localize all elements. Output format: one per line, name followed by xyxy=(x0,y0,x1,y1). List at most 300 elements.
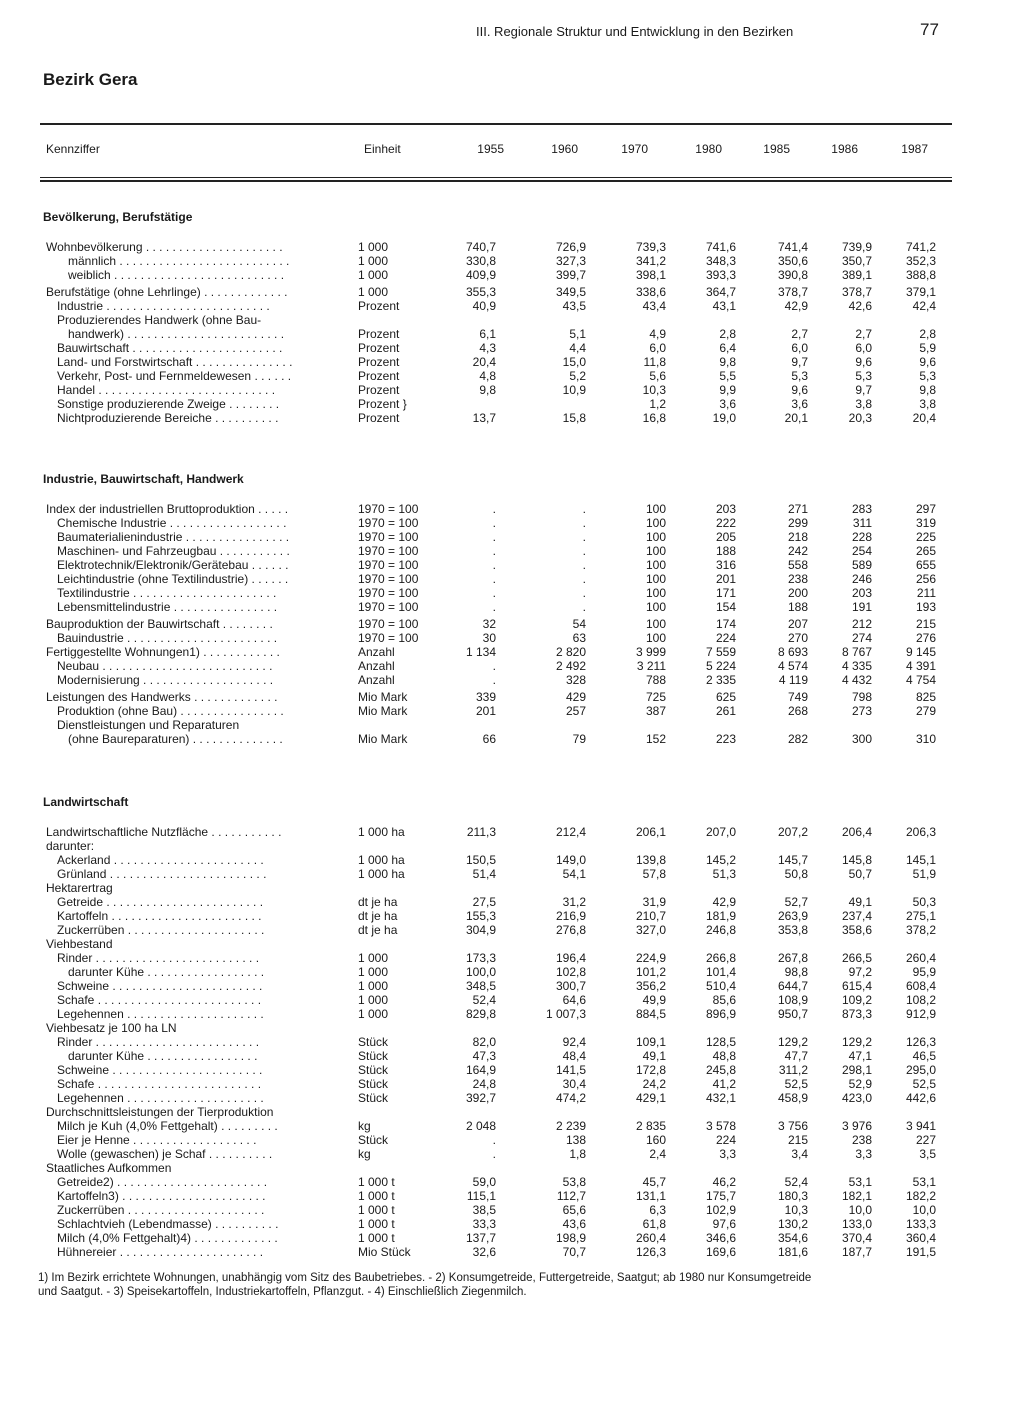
value-cell-1980: 5,5 xyxy=(719,369,736,383)
table-row xyxy=(0,586,1024,600)
row-label: Rinder . . . . . . . . . . . . . . . . . . . . . . . . . xyxy=(57,1035,260,1049)
value-cell-1986: 423,0 xyxy=(841,1091,872,1105)
value-cell-1980: 393,3 xyxy=(705,268,736,282)
value-cell-1985: 458,9 xyxy=(777,1091,808,1105)
value-cell-1955: 155,3 xyxy=(465,909,496,923)
row-label: Schafe . . . . . . . . . . . . . . . . . . . . . . . . . xyxy=(57,993,262,1007)
value-cell-1986: 145,8 xyxy=(841,853,872,867)
value-cell-1986: 10,0 xyxy=(848,1203,872,1217)
row-label: Industrie . . . . . . . . . . . . . . . . . . . . . . . . . xyxy=(57,299,270,313)
value-cell-1986: 133,0 xyxy=(841,1217,872,1231)
header-top-rule xyxy=(40,123,952,125)
value-cell-1985: 9,6 xyxy=(791,383,808,397)
value-cell-1960: 4,4 xyxy=(569,341,586,355)
page-title: Bezirk Gera xyxy=(43,70,138,89)
value-cell-1985: 353,8 xyxy=(777,923,808,937)
row-unit: 1 000 t xyxy=(358,1231,395,1245)
row-unit: 1970 = 100 xyxy=(358,572,419,586)
value-cell-1987: 9,6 xyxy=(919,355,936,369)
row-unit: Mio Mark xyxy=(358,704,408,718)
value-cell-1970: 327,0 xyxy=(635,923,666,937)
table-row xyxy=(0,690,1024,704)
table-row xyxy=(0,516,1024,530)
row-unit: 1 000 t xyxy=(358,1175,395,1189)
value-cell-1985: 180,3 xyxy=(777,1189,808,1203)
value-cell-1960: . xyxy=(582,544,586,558)
value-cell-1980: 171 xyxy=(715,586,736,600)
value-cell-1980: 9,8 xyxy=(719,355,736,369)
value-cell-1955: 348,5 xyxy=(465,979,496,993)
table-row xyxy=(0,1175,1024,1189)
table-row xyxy=(0,572,1024,586)
value-cell-1987: 319 xyxy=(915,516,936,530)
value-cell-1980: 43,1 xyxy=(712,299,736,313)
value-cell-1980: 19,0 xyxy=(712,411,736,425)
value-cell-1986: 6,0 xyxy=(855,341,872,355)
value-cell-1955: 47,3 xyxy=(472,1049,496,1063)
value-cell-1985: 749 xyxy=(787,690,808,704)
value-cell-1985: 50,8 xyxy=(784,867,808,881)
footnote-line: 1) Im Bezirk errichtete Wohnungen, unabhängig vom Sitz des Baubetriebes. - 2) Konsumgetreide, Futtergetreide, Saatgut; ab 1980 nur Konsumgetreide xyxy=(38,1272,812,1284)
value-cell-1986: 798 xyxy=(851,690,872,704)
value-cell-1955: 33,3 xyxy=(472,1217,496,1231)
value-cell-1980: 85,6 xyxy=(712,993,736,1007)
value-cell-1987: 5,3 xyxy=(919,369,936,383)
value-cell-1986: 2,7 xyxy=(855,327,872,341)
value-cell-1970: 100 xyxy=(645,502,666,516)
value-cell-1955: 330,8 xyxy=(465,254,496,268)
column-header-year: 1970 xyxy=(621,142,648,156)
row-unit: 1970 = 100 xyxy=(358,600,419,614)
table-row xyxy=(0,617,1024,631)
value-cell-1987: 608,4 xyxy=(905,979,936,993)
table-body xyxy=(0,240,1024,425)
value-cell-1980: 2 335 xyxy=(705,673,736,687)
value-cell-1955: 66 xyxy=(482,732,496,746)
column-header-unit: Einheit xyxy=(364,142,401,156)
value-cell-1980: 741,6 xyxy=(705,240,736,254)
value-cell-1970: 100 xyxy=(645,586,666,600)
value-cell-1985: 188 xyxy=(787,600,808,614)
value-cell-1985: 644,7 xyxy=(777,979,808,993)
value-cell-1980: 432,1 xyxy=(705,1091,736,1105)
value-cell-1985: 2,7 xyxy=(791,327,808,341)
value-cell-1980: 41,2 xyxy=(712,1077,736,1091)
value-cell-1987: 2,8 xyxy=(919,327,936,341)
value-cell-1986: 9,7 xyxy=(855,383,872,397)
row-unit: 1 000 xyxy=(358,268,389,282)
value-cell-1987: 265 xyxy=(915,544,936,558)
value-cell-1980: 510,4 xyxy=(705,979,736,993)
row-label: Getreide . . . . . . . . . . . . . . . . . . . . . . . . xyxy=(57,895,264,909)
table-row xyxy=(0,645,1024,659)
row-unit: 1 000 t xyxy=(358,1189,395,1203)
value-cell-1985: 282 xyxy=(787,732,808,746)
value-cell-1986: 3,8 xyxy=(855,397,872,411)
row-label: Milch je Kuh (4,0% Fettgehalt) . . . . . . . . . xyxy=(57,1119,278,1133)
table-row xyxy=(0,240,1024,254)
value-cell-1986: 274 xyxy=(851,631,872,645)
value-cell-1960: 429 xyxy=(565,690,586,704)
row-label: Durchschnittsleistungen der Tierproduktion xyxy=(46,1105,274,1119)
table-row xyxy=(0,1035,1024,1049)
footnote-line: und Saatgut. - 3) Speisekartoffeln, Industriekartoffeln, Pflanzgut. - 4) Einschließlich Ziegenmilch. xyxy=(38,1286,527,1298)
value-cell-1970: 3 999 xyxy=(635,645,666,659)
value-cell-1987: 741,2 xyxy=(905,240,936,254)
value-cell-1960: 92,4 xyxy=(562,1035,586,1049)
value-cell-1960: 53,8 xyxy=(562,1175,586,1189)
value-cell-1985: 130,2 xyxy=(777,1217,808,1231)
value-cell-1970: 206,1 xyxy=(635,825,666,839)
value-cell-1987: 9,8 xyxy=(919,383,936,397)
row-unit: Stück xyxy=(358,1133,389,1147)
value-cell-1955: 6,1 xyxy=(479,327,496,341)
value-cell-1960: . xyxy=(582,530,586,544)
value-cell-1970: 398,1 xyxy=(635,268,666,282)
value-cell-1985: 200 xyxy=(787,586,808,600)
value-cell-1986: 739,9 xyxy=(841,240,872,254)
value-cell-1955: 150,5 xyxy=(465,853,496,867)
value-cell-1986: 109,2 xyxy=(841,993,872,1007)
value-cell-1960: 70,7 xyxy=(562,1245,586,1259)
value-cell-1987: 260,4 xyxy=(905,951,936,965)
row-label: Rinder . . . . . . . . . . . . . . . . . . . . . . . . . xyxy=(57,951,260,965)
value-cell-1970: 788 xyxy=(645,673,666,687)
value-cell-1980: 223 xyxy=(715,732,736,746)
value-cell-1986: 589 xyxy=(851,558,872,572)
value-cell-1980: 205 xyxy=(715,530,736,544)
table-row xyxy=(0,299,1024,313)
value-cell-1960: 65,6 xyxy=(562,1203,586,1217)
value-cell-1955: 38,5 xyxy=(472,1203,496,1217)
table-row xyxy=(0,937,1024,951)
value-cell-1960: 138 xyxy=(565,1133,586,1147)
value-cell-1980: 51,3 xyxy=(712,867,736,881)
value-cell-1960: 54,1 xyxy=(562,867,586,881)
value-cell-1960: 15,8 xyxy=(562,411,586,425)
table-row xyxy=(0,1231,1024,1245)
value-cell-1955: 164,9 xyxy=(465,1063,496,1077)
value-cell-1960: 198,9 xyxy=(555,1231,586,1245)
table-row xyxy=(0,411,1024,425)
table-row xyxy=(0,530,1024,544)
value-cell-1987: 227 xyxy=(915,1133,936,1147)
row-label: Legehennen . . . . . . . . . . . . . . . . . . . . . xyxy=(57,1091,264,1105)
value-cell-1970: 100 xyxy=(645,558,666,572)
value-cell-1980: 5 224 xyxy=(705,659,736,673)
value-cell-1955: . xyxy=(492,1147,496,1161)
row-unit: Anzahl xyxy=(358,659,395,673)
value-cell-1955: . xyxy=(492,1133,496,1147)
table-row xyxy=(0,825,1024,839)
value-cell-1980: 154 xyxy=(715,600,736,614)
value-cell-1987: 10,0 xyxy=(912,1203,936,1217)
value-cell-1960: 54 xyxy=(572,617,586,631)
row-label: Wohnbevölkerung . . . . . . . . . . . . . . . . . . . . . xyxy=(46,240,283,254)
value-cell-1960: 328 xyxy=(565,673,586,687)
value-cell-1980: 896,9 xyxy=(705,1007,736,1021)
table-row xyxy=(0,732,1024,746)
value-cell-1955: 829,8 xyxy=(465,1007,496,1021)
value-cell-1980: 364,7 xyxy=(705,285,736,299)
value-cell-1970: 1,2 xyxy=(649,397,666,411)
table-row xyxy=(0,979,1024,993)
row-label: Schafe . . . . . . . . . . . . . . . . . . . . . . . . . xyxy=(57,1077,262,1091)
value-cell-1987: 275,1 xyxy=(905,909,936,923)
table-row xyxy=(0,369,1024,383)
value-cell-1970: 387 xyxy=(645,704,666,718)
value-cell-1986: 378,7 xyxy=(841,285,872,299)
value-cell-1960: . xyxy=(582,586,586,600)
value-cell-1960: 112,7 xyxy=(556,1189,586,1203)
value-cell-1970: 131,1 xyxy=(635,1189,666,1203)
value-cell-1970: 101,2 xyxy=(635,965,666,979)
value-cell-1980: 222 xyxy=(715,516,736,530)
value-cell-1986: 129,2 xyxy=(841,1035,872,1049)
table-row xyxy=(0,254,1024,268)
value-cell-1980: 201 xyxy=(715,572,736,586)
value-cell-1970: 210,7 xyxy=(635,909,666,923)
value-cell-1985: 3,4 xyxy=(791,1147,808,1161)
value-cell-1970: 100 xyxy=(645,544,666,558)
row-label: Modernisierung . . . . . . . . . . . . . . . . . . . . xyxy=(57,673,274,687)
value-cell-1970: 6,0 xyxy=(649,341,666,355)
table-row xyxy=(0,1133,1024,1147)
row-label: handwerk) . . . . . . . . . . . . . . . . . . . . . . . . xyxy=(68,327,285,341)
value-cell-1970: 16,8 xyxy=(642,411,666,425)
row-unit: Mio Mark xyxy=(358,690,408,704)
row-label: darunter Kühe . . . . . . . . . . . . . . . . . xyxy=(68,1049,258,1063)
row-unit: Prozent xyxy=(358,411,400,425)
value-cell-1955: 51,4 xyxy=(472,867,496,881)
value-cell-1970: 5,6 xyxy=(649,369,666,383)
value-cell-1970: 100 xyxy=(645,516,666,530)
value-cell-1986: 49,1 xyxy=(848,895,872,909)
value-cell-1986: 615,4 xyxy=(841,979,872,993)
value-cell-1987: 378,2 xyxy=(905,923,936,937)
value-cell-1987: 4 754 xyxy=(905,673,936,687)
row-unit: 1970 = 100 xyxy=(358,530,419,544)
value-cell-1970: 49,9 xyxy=(642,993,666,1007)
table-row xyxy=(0,839,1024,853)
value-cell-1987: 4 391 xyxy=(905,659,936,673)
value-cell-1960: 196,4 xyxy=(555,951,586,965)
table-row xyxy=(0,1147,1024,1161)
value-cell-1986: 389,1 xyxy=(841,268,872,282)
row-unit: 1 000 ha xyxy=(358,867,405,881)
value-cell-1985: 207 xyxy=(787,617,808,631)
row-label: männlich . . . . . . . . . . . . . . . . . . . . . . . . . . xyxy=(68,254,290,268)
value-cell-1955: 137,7 xyxy=(465,1231,496,1245)
value-cell-1987: 825 xyxy=(915,690,936,704)
value-cell-1985: 263,9 xyxy=(777,909,808,923)
row-label: Handel . . . . . . . . . . . . . . . . . . . . . . . . . . . xyxy=(57,383,276,397)
table-row xyxy=(0,951,1024,965)
value-cell-1970: 884,5 xyxy=(635,1007,666,1021)
value-cell-1980: 101,4 xyxy=(705,965,736,979)
value-cell-1985: 3 756 xyxy=(777,1119,808,1133)
value-cell-1986: 4 432 xyxy=(841,673,872,687)
value-cell-1987: 3 941 xyxy=(905,1119,936,1133)
value-cell-1980: 128,5 xyxy=(705,1035,736,1049)
row-label: Index der industriellen Bruttoproduktion . . . . . xyxy=(46,502,289,516)
table-row xyxy=(0,895,1024,909)
value-cell-1987: 51,9 xyxy=(912,867,936,881)
value-cell-1986: 246 xyxy=(851,572,872,586)
value-cell-1985: 5,3 xyxy=(791,369,808,383)
value-cell-1987: 276 xyxy=(915,631,936,645)
row-unit: Prozent xyxy=(358,355,400,369)
value-cell-1960: 64,6 xyxy=(562,993,586,1007)
value-cell-1970: 725 xyxy=(645,690,666,704)
row-unit: dt je ha xyxy=(358,923,398,937)
value-cell-1987: 193 xyxy=(915,600,936,614)
value-cell-1955: 32,6 xyxy=(472,1245,496,1259)
value-cell-1960: 5,1 xyxy=(569,327,586,341)
value-cell-1985: 390,8 xyxy=(777,268,808,282)
table-body xyxy=(0,502,1024,746)
row-label: Sonstige produzierende Zweige . . . . . . . . xyxy=(57,397,280,411)
value-cell-1960: 2 492 xyxy=(555,659,586,673)
row-label: Maschinen- und Fahrzeugbau . . . . . . . . . . . xyxy=(57,544,290,558)
value-cell-1985: 270 xyxy=(787,631,808,645)
row-label: Lebensmittelindustrie . . . . . . . . . . . . . . . . xyxy=(57,600,278,614)
value-cell-1980: 224 xyxy=(715,1133,736,1147)
header-bottom-rule xyxy=(40,177,952,178)
value-cell-1955: 4,8 xyxy=(479,369,496,383)
value-cell-1986: 182,1 xyxy=(841,1189,872,1203)
value-cell-1960: 102,8 xyxy=(555,965,586,979)
section-heading: Industrie, Bauwirtschaft, Handwerk xyxy=(43,472,244,486)
table-row xyxy=(0,1091,1024,1105)
value-cell-1985: 98,8 xyxy=(784,965,808,979)
value-cell-1987: 46,5 xyxy=(912,1049,936,1063)
value-cell-1985: 42,9 xyxy=(784,299,808,313)
value-cell-1955: . xyxy=(492,572,496,586)
value-cell-1960: 141,5 xyxy=(555,1063,586,1077)
value-cell-1970: 341,2 xyxy=(635,254,666,268)
value-cell-1955: 740,7 xyxy=(465,240,496,254)
value-cell-1980: 102,9 xyxy=(705,1203,736,1217)
value-cell-1955: . xyxy=(492,659,496,673)
row-label: (ohne Baureparaturen) . . . . . . . . . . . . . . xyxy=(68,732,283,746)
row-unit: 1970 = 100 xyxy=(358,631,419,645)
table-row xyxy=(0,909,1024,923)
value-cell-1970: 172,8 xyxy=(635,1063,666,1077)
value-cell-1970: 429,1 xyxy=(635,1091,666,1105)
value-cell-1986: 283 xyxy=(851,502,872,516)
row-label: Milch (4,0% Fettgehalt)4) . . . . . . . . . . . . . xyxy=(57,1231,278,1245)
row-label: Chemische Industrie . . . . . . . . . . . . . . . . . . xyxy=(57,516,287,530)
value-cell-1987: 5,9 xyxy=(919,341,936,355)
value-cell-1986: 53,1 xyxy=(848,1175,872,1189)
value-cell-1980: 145,2 xyxy=(705,853,736,867)
table-row xyxy=(0,285,1024,299)
row-unit: 1 000 xyxy=(358,965,389,979)
value-cell-1980: 246,8 xyxy=(705,923,736,937)
row-label: Kartoffeln . . . . . . . . . . . . . . . . . . . . . . . xyxy=(57,909,262,923)
value-cell-1960: 48,4 xyxy=(562,1049,586,1063)
value-cell-1970: 2,4 xyxy=(649,1147,666,1161)
value-cell-1970: 100 xyxy=(645,600,666,614)
row-unit: Stück xyxy=(358,1077,389,1091)
row-label: Viehbesatz je 100 ha LN xyxy=(46,1021,177,1035)
row-label: Land- und Forstwirtschaft . . . . . . . . . . . . . . . xyxy=(57,355,293,369)
value-cell-1987: 3,8 xyxy=(919,397,936,411)
value-cell-1986: 50,7 xyxy=(848,867,872,881)
row-label: Schweine . . . . . . . . . . . . . . . . . . . . . . . xyxy=(57,979,263,993)
row-label: Neubau . . . . . . . . . . . . . . . . . . . . . . . . . . xyxy=(57,659,273,673)
table-row xyxy=(0,327,1024,341)
value-cell-1980: 175,7 xyxy=(705,1189,736,1203)
row-unit: Prozent xyxy=(358,341,400,355)
value-cell-1986: 47,1 xyxy=(848,1049,872,1063)
row-label: Legehennen . . . . . . . . . . . . . . . . . . . . . xyxy=(57,1007,264,1021)
table-row xyxy=(0,718,1024,732)
value-cell-1960: 15,0 xyxy=(562,355,586,369)
row-unit: 1 000 xyxy=(358,285,389,299)
row-label: Getreide2) . . . . . . . . . . . . . . . . . . . . . . . xyxy=(57,1175,268,1189)
value-cell-1955: 32 xyxy=(482,617,496,631)
value-cell-1970: 100 xyxy=(645,617,666,631)
value-cell-1960: 2 820 xyxy=(555,645,586,659)
value-cell-1980: 316 xyxy=(715,558,736,572)
value-cell-1960: 43,5 xyxy=(562,299,586,313)
row-label: Ackerland . . . . . . . . . . . . . . . . . . . . . . . xyxy=(57,853,264,867)
row-unit: 1 000 xyxy=(358,951,389,965)
column-header-label: Kennziffer xyxy=(46,142,100,156)
table-row xyxy=(0,923,1024,937)
table-row xyxy=(0,631,1024,645)
table-row xyxy=(0,1203,1024,1217)
value-cell-1987: 206,3 xyxy=(905,825,936,839)
table-row xyxy=(0,383,1024,397)
table-row xyxy=(0,1021,1024,1035)
row-label: Grünland . . . . . . . . . . . . . . . . . . . . . . . . xyxy=(57,867,267,881)
value-cell-1987: 215 xyxy=(915,617,936,631)
value-cell-1955: 392,7 xyxy=(465,1091,496,1105)
row-label: Eier je Henne . . . . . . . . . . . . . . . . . . . xyxy=(57,1133,257,1147)
row-label: Textilindustrie . . . . . . . . . . . . . . . . . . . . . . xyxy=(57,586,277,600)
row-unit: Prozent } xyxy=(358,397,407,411)
row-label: Leistungen des Handwerks . . . . . . . . . . . . . xyxy=(46,690,278,704)
value-cell-1960: 31,2 xyxy=(562,895,586,909)
value-cell-1970: 10,3 xyxy=(642,383,666,397)
value-cell-1985: 10,3 xyxy=(784,1203,808,1217)
row-label: Berufstätige (ohne Lehrlinge) . . . . . . . . . . . . . xyxy=(46,285,288,299)
row-unit: 1970 = 100 xyxy=(358,544,419,558)
value-cell-1960: 300,7 xyxy=(555,979,586,993)
value-cell-1955: 201 xyxy=(475,704,496,718)
value-cell-1960: 276,8 xyxy=(555,923,586,937)
row-unit: kg xyxy=(358,1147,371,1161)
value-cell-1987: 388,8 xyxy=(905,268,936,282)
row-unit: 1 000 xyxy=(358,993,389,1007)
value-cell-1986: 4 335 xyxy=(841,659,872,673)
row-unit: 1 000 xyxy=(358,1007,389,1021)
value-cell-1986: 3,3 xyxy=(855,1147,872,1161)
value-cell-1970: 739,3 xyxy=(635,240,666,254)
value-cell-1987: 297 xyxy=(915,502,936,516)
column-header-year: 1960 xyxy=(551,142,578,156)
value-cell-1985: 108,9 xyxy=(777,993,808,1007)
value-cell-1970: 57,8 xyxy=(642,867,666,881)
value-cell-1980: 181,9 xyxy=(705,909,736,923)
section-heading: Bevölkerung, Berufstätige xyxy=(43,210,193,224)
value-cell-1987: 53,1 xyxy=(912,1175,936,1189)
row-unit: Mio Stück xyxy=(358,1245,411,1259)
row-unit: 1 000 t xyxy=(358,1217,395,1231)
